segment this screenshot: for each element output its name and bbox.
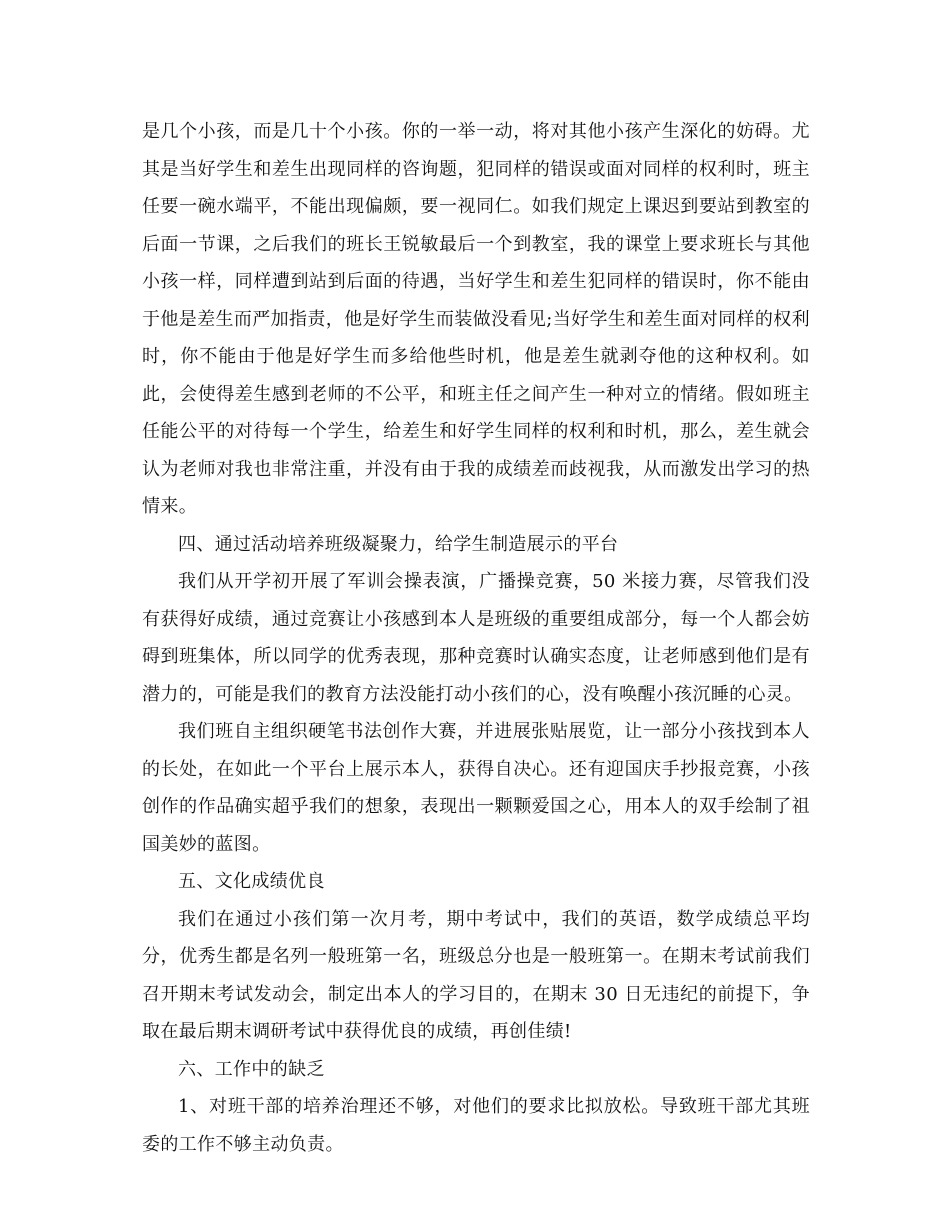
- section-heading-4: 四、通过活动培养班级凝聚力，给学生制造展示的平台: [178, 533, 619, 555]
- paragraph-shortcoming-1: 1、对班干部的培养治理还不够，对他们的要求比拟放松。导致班干部尤其班委的工作不够主动负责。: [142, 1096, 810, 1155]
- paragraph-activities: 我们从开学初开展了军训会操表演，广播操竞赛，50 米接力赛，尽管我们没有获得好成绩，通过竞赛让小孩感到本人是班级的重要组成部分，每一个人都会妨碍到班集体，所以同学的优秀表现，那种竞赛时认确实态度，让老师感到他们是有潜力的，可能是我们的教育方法没能打动小孩们的心，没有唤醒小孩沉睡的心灵。: [142, 571, 810, 705]
- paragraph-calligraphy: 我们班自主组织硬笔书法创作大赛，并进展张贴展览，让一部分小孩找到本人的长处，在如此一个平台上展示本人，获得自决心。还有迎国庆手抄报竞赛，小孩创作的作品确实超乎我们的想象，表现出一颗颗爱国之心，用本人的双手绘制了祖国美妙的蓝图。: [142, 721, 810, 855]
- section-heading-5: 五、文化成绩优良: [178, 871, 325, 892]
- section-heading-6: 六、工作中的缺乏: [178, 1058, 325, 1080]
- document-body: [142, 113, 810, 1163]
- paragraph-grades: 我们在通过小孩们第一次月考，期中考试中，我们的英语，数学成绩总平均分，优秀生都是名列一般班第一名，班级总分也是一般班第一。在期末考试前我们召开期末考试发动会，制定出本人的学习目的，在期末 30 日无违纪的前提下，争取在最后期末调研考试中获得优良的成绩，再创佳绩!: [142, 908, 810, 1042]
- paragraph-continued: 是几个小孩，而是几十个小孩。你的一举一动，将对其他小孩产生深化的妨碍。尤其是当好学生和差生出现同样的咨询题，犯同样的错误或面对同样的权利时，班主任要一碗水端平，不能出现偏颇，要一视同仁。如我们规定上课迟到要站到教室的后面一节课，之后我们的班长王锐敏最后一个到教室，我的课堂上要求班长与其他小孩一样，同样遭到站到后面的待遇，当好学生和差生犯同样的错误时，你不能由于他是差生而严加指责，他是好学生而装做没看见;当好学生和差生面对同样的权利时，你不能由于他是好学生而多给他些时机，他是差生就剥夺他的这种权利。如此，会使得差生感到老师的不公平，和班主任之间产生一种对立的情绪。假如班主任能公平的对待每一个学生，给差生和好学生同样的权利和时机，那么，差生就会认为老师对我也非常注重，并没有由于我的成绩差而歧视我，从而激发出学习的热情来。: [142, 121, 810, 517]
